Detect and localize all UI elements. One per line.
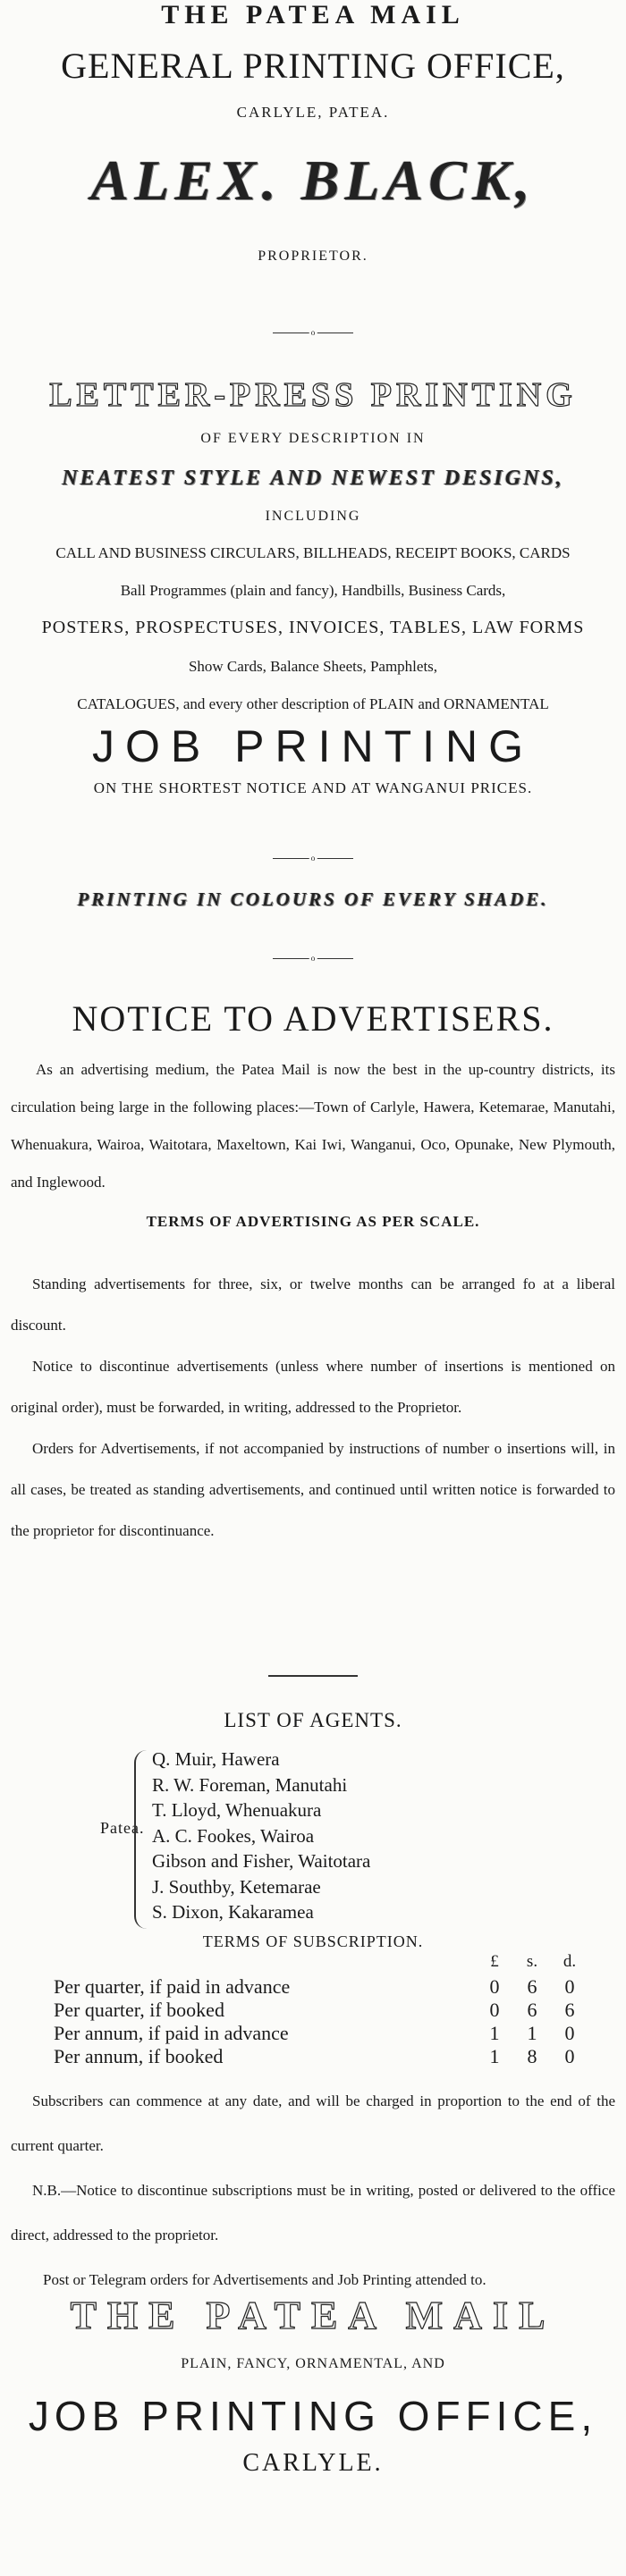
office-address: CARLYLE, PATEA.	[236, 104, 390, 121]
agents-heading: LIST OF AGENTS.	[224, 1709, 402, 1731]
list-item: J. Southby, Ketemarae	[152, 1875, 321, 1898]
table-row	[54, 2045, 608, 2068]
printing-section	[0, 375, 626, 797]
printing-line-2: Ball Programmes (plain and fancy), Handbills, Business Cards,	[120, 582, 506, 599]
including-line: INCLUDING	[265, 509, 361, 524]
notice-paragraph-2: Standing advertisements for three, six, or twelve months can be arranged fo at a liberal discount.	[11, 1275, 615, 1334]
column-pounds: £	[490, 1952, 499, 1971]
proprietor-title: PROPRIETOR.	[258, 248, 368, 264]
notice-paragraph-3: Notice to discontinue advertisements (unless where number of insertions is mentioned on original order), must be forwarded, in writing, addressed to the Proprietor.	[11, 1358, 615, 1416]
notice-paragraph-4: Orders for Advertisements, if not accompanied by instructions of number o insertions will, in all cases, be treated as standing advertisements, and continued until written notice is forwarded to the proprietor for discontinuance.	[11, 1440, 615, 1539]
list-item: Gibson and Fisher, Waitotara	[152, 1850, 371, 1872]
pounds-cell: 1	[489, 2022, 500, 2044]
pence-cell: 0	[564, 2022, 575, 2044]
pence-cell: 6	[564, 1999, 575, 2021]
printing-line-1: CALL AND BUSINESS CIRCULARS, BILLHEADS, RECEIPT BOOKS, CARDS	[55, 544, 571, 561]
colours-line: PRINTING IN COLOURS OF EVERY SHADE.	[77, 888, 549, 910]
of-every-line: OF EVERY DESCRIPTION IN	[200, 431, 426, 446]
masthead	[0, 0, 626, 265]
footer-place: CARLYLE.	[242, 2449, 384, 2477]
agents-list	[152, 1747, 370, 1925]
subscription-header-row	[54, 1952, 608, 1975]
list-item: A. C. Fookes, Wairoa	[152, 1824, 315, 1847]
subscription-label: Per quarter, if paid in advance	[54, 1975, 291, 1998]
pence-cell: 0	[564, 2045, 575, 2067]
subscription-notes	[11, 2079, 615, 2302]
table-row	[54, 2022, 608, 2045]
list-item: S. Dixon, Kakaramea	[152, 1901, 314, 1923]
shillings-cell: 6	[527, 1999, 537, 2021]
subscription-label: Per quarter, if booked	[54, 1999, 224, 2021]
proprietor-name: ALEX. BLACK,	[90, 148, 536, 212]
column-shillings: s.	[526, 1952, 538, 1971]
advertising-terms: TERMS OF ADVERTISING AS PER SCALE.	[146, 1213, 480, 1230]
printing-line-4: Show Cards, Balance Sheets, Pamphlets,	[188, 658, 438, 675]
office-title: GENERAL PRINTING OFFICE,	[61, 46, 565, 86]
neatest-line: NEATEST STYLE AND NEWEST DESIGNS,	[62, 467, 564, 490]
pounds-cell: 1	[489, 2045, 500, 2067]
shillings-cell: 1	[527, 2022, 537, 2044]
subscription-label: Per annum, if paid in advance	[54, 2022, 289, 2044]
divider: o	[273, 958, 353, 959]
printing-line-5: CATALOGUES, and every other description of PLAIN and ORNAMENTAL	[77, 695, 549, 712]
job-printing-heading: JOB PRINTING	[91, 721, 535, 771]
agents-brace	[134, 1750, 150, 1929]
shortest-notice-line: ON THE SHORTEST NOTICE AND AT WANGANUI PRICES.	[93, 779, 533, 796]
subscription-paragraph-1: Subscribers can commence at any date, and will be charged in proportion to the end of the current quarter.	[11, 2092, 615, 2154]
letterpress-heading: LETTER-PRESS PRINTING	[49, 376, 577, 414]
list-item: T. Lloyd, Whenuakura	[152, 1799, 322, 1821]
notice-body	[11, 1051, 615, 1552]
subscription-heading: TERMS OF SUBSCRIPTION.	[202, 1932, 424, 1950]
footer-job-office: JOB PRINTING OFFICE,	[28, 2393, 598, 2439]
subscription-label: Per annum, if booked	[54, 2045, 224, 2067]
pounds-cell: 0	[489, 1975, 500, 1998]
paper-title: THE PATEA MAIL	[161, 0, 465, 29]
shillings-cell: 8	[527, 2045, 537, 2067]
table-row	[54, 1999, 608, 2022]
list-item: R. W. Foreman, Manutahi	[152, 1773, 348, 1796]
column-pence: d.	[563, 1952, 577, 1971]
printing-line-3: POSTERS, PROSPECTUSES, INVOICES, TABLES, LAW FORMS	[41, 618, 585, 637]
shillings-cell: 6	[527, 1975, 537, 1998]
list-item: Q. Muir, Hawera	[152, 1748, 280, 1770]
notice-heading: NOTICE TO ADVERTISERS.	[72, 998, 554, 1039]
notice-paragraph-1: As an advertising medium, the Patea Mail is now the best in the up-country districts, its circulation being large in the following places:—Town of Carlyle, Hawera, Ketemarae, Manutahi, Whenuakura, Wairoa, Waitotara, Maxeltown, Kai Iwi, Wanganui, Oco, Opunake, New Plymouth, and Inglewood.	[11, 1061, 615, 1191]
subscription-paragraph-3: Post or Telegram orders for Advertisements and Job Printing attended to.	[43, 2271, 486, 2288]
footer-paper-title: THE PATEA MAIL	[70, 2294, 556, 2337]
agents-town: Patea.	[100, 1819, 145, 1837]
subscription-paragraph-2: N.B.—Notice to discontinue subscriptions must be in writing, posted or delivered to the office direct, addressed to the proprietor.	[11, 2182, 615, 2243]
pounds-cell: 0	[489, 1999, 500, 2021]
divider	[268, 1675, 358, 1677]
pence-cell: 0	[564, 1975, 575, 1998]
footer	[0, 2294, 626, 2478]
footer-plain-line: PLAIN, FANCY, ORNAMENTAL, AND	[181, 2356, 445, 2371]
table-row	[54, 1975, 608, 1999]
divider: o	[273, 858, 353, 859]
